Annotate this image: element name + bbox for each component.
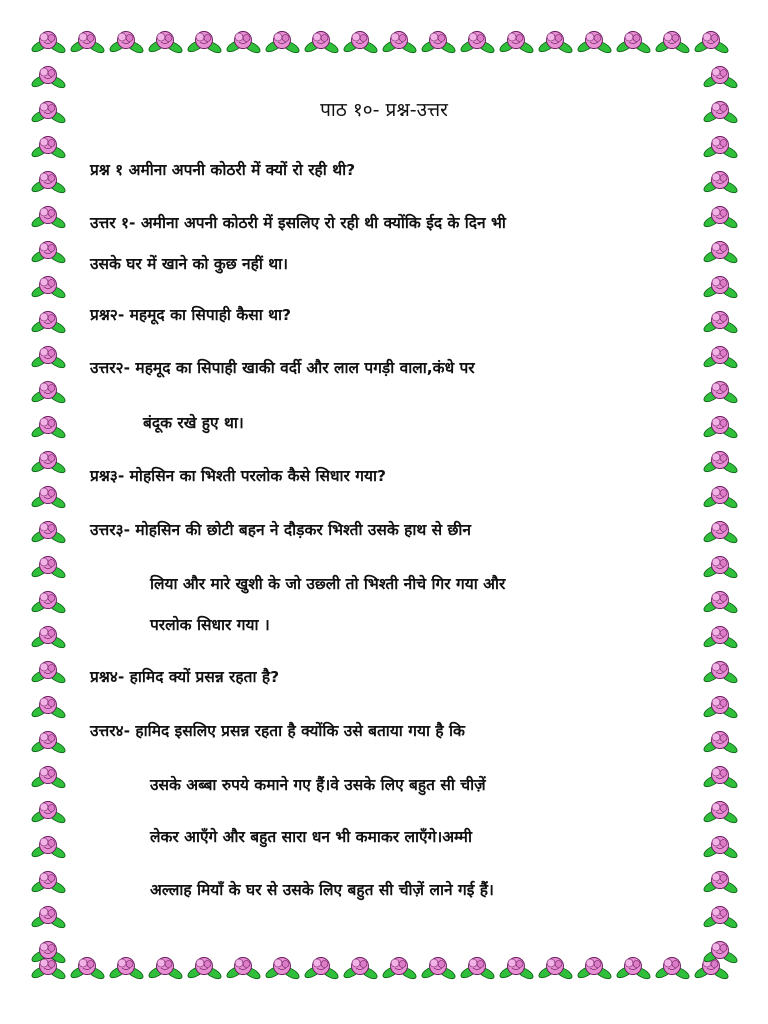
answer-3-line-3: परलोक सिधार गया ।: [150, 616, 270, 634]
answer-3-line-1: उत्तर३- मोहसिन की छोटी बहन ने दौड़कर भिश्ती उसके हाथ से छीन: [90, 521, 472, 539]
answer-4-line-4: अल्लाह मियाँ के घर से उसके लिए बहुत सी चीज़ें लाने गई हैं।: [150, 881, 494, 899]
answer-2-line-2: बंदूक रखे हुए था।: [143, 414, 244, 432]
page-title: पाठ १०- प्रश्न-उत्तर: [320, 99, 448, 121]
answer-1-line-2: उसके घर में खाने को कुछ नहीं था।: [90, 255, 289, 273]
question-3: प्रश्न३- मोहसिन का भिश्ती परलोक कैसे सिधार गया?: [90, 467, 386, 485]
answer-4-line-3: लेकर आएँगे और बहुत सारा धन भी कमाकर लाएँगे।अम्मी: [150, 828, 472, 846]
question-2: प्रश्न२- महमूद का सिपाही कैसा था?: [90, 306, 292, 324]
answer-2-line-1: उत्तर२- महमूद का सिपाही खाकी वर्दी और लाल पगड़ी वाला,कंधे पर: [90, 359, 475, 377]
answer-4-line-2: उसके अब्बा रुपये कमाने गए हैं।वे उसके लिए बहुत सी चीज़ें: [150, 776, 486, 794]
question-1: प्रश्न १ अमीना अपनी कोठरी में क्यों रो रही थी?: [90, 161, 356, 179]
question-4: प्रश्न४- हामिद क्यों प्रसन्न रहता है?: [90, 668, 280, 686]
answer-4-line-1: उत्तर४- हामिद इसलिए प्रसन्न रहता है क्योंकि उसे बताया गया है कि: [90, 722, 465, 740]
answer-3-line-2: लिया और मारे खुशी के जो उछ्ली तो भिश्ती नीचे गिर गया और: [150, 575, 506, 593]
answer-1-line-1: उत्तर १- अमीना अपनी कोठरी में इसलिए रो रही थी क्योंकि ईद के दिन भी: [90, 214, 506, 232]
